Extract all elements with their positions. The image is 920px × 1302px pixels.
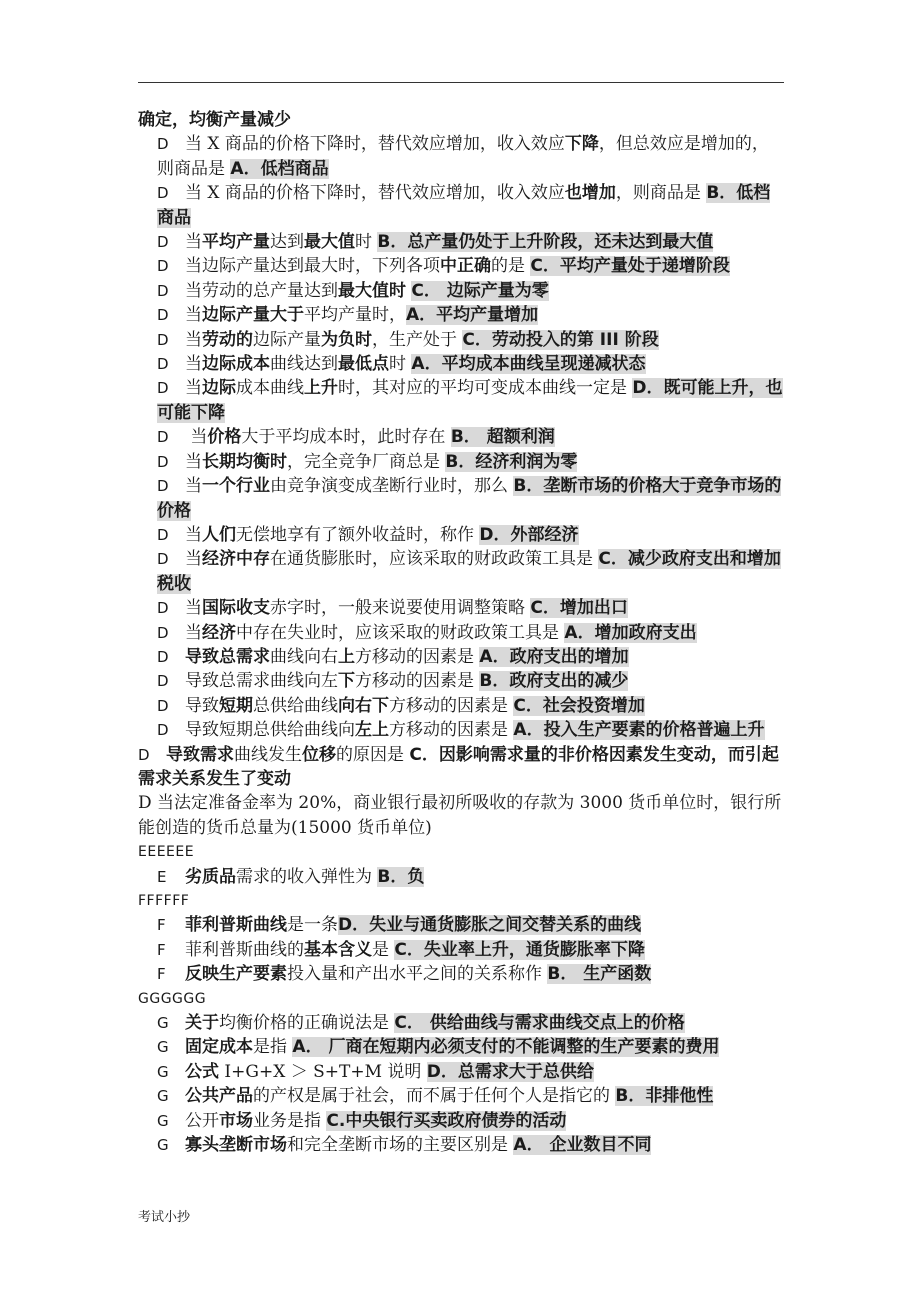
question-text: 导致短期总供给曲线向 bbox=[185, 720, 355, 741]
entry-letter: D bbox=[157, 330, 169, 349]
question-text: 平均产量 bbox=[202, 232, 270, 253]
question-text: 公开 bbox=[185, 1110, 219, 1131]
answer-text: A．平均成本曲线呈现递减状态 bbox=[411, 354, 646, 375]
answer-text: C.中央银行买卖政府债券的活动 bbox=[326, 1110, 567, 1131]
question-text: 当 X 商品的价格下降时，替代效应增加，收入效应 bbox=[185, 134, 565, 155]
answer-text: B．垄断市场的价格大于竞争市场的价格 bbox=[157, 476, 782, 521]
question-text: 短期 bbox=[219, 695, 253, 716]
entry-letter: G bbox=[157, 1062, 169, 1081]
question-text: ，但总效应是增加的，则商品是 bbox=[157, 134, 769, 179]
question-text: 和完全垄断市场的主要区别是 bbox=[287, 1135, 514, 1156]
entry-letter: F bbox=[157, 965, 166, 984]
question-text: 是一条 bbox=[287, 915, 338, 936]
question-text: 时 bbox=[389, 354, 412, 375]
question-text: 下 bbox=[338, 671, 355, 692]
question-text: 平均产量时， bbox=[304, 305, 406, 326]
answer-text: B．政府支出的减少 bbox=[479, 671, 629, 692]
question-text: 当 bbox=[185, 524, 202, 545]
question-text: 曲线向右 bbox=[270, 646, 338, 667]
question-text: 下降 bbox=[564, 134, 599, 155]
answer-text: B．总产量仍处于上升阶段，还未达到最大值 bbox=[377, 232, 714, 253]
entry-22 bbox=[138, 791, 784, 840]
entry-20 bbox=[138, 718, 784, 742]
entry-letter: F bbox=[157, 940, 166, 959]
question-text: 左上 bbox=[355, 720, 389, 741]
answer-text: A．平均产量增加 bbox=[406, 305, 539, 326]
question-text: 边际成本 bbox=[202, 354, 270, 375]
question-text: 当 bbox=[185, 427, 208, 448]
question-text: 当 bbox=[185, 354, 202, 375]
question-text: 达到 bbox=[270, 232, 304, 253]
question-text: 曲线发生 bbox=[234, 744, 302, 765]
entry-31 bbox=[138, 1035, 784, 1059]
answer-text: D．总需求大于总供给 bbox=[426, 1061, 594, 1082]
entry-5 bbox=[138, 279, 784, 303]
question-text: 人们 bbox=[202, 524, 236, 545]
question-text: 反映生产要素 bbox=[185, 964, 287, 985]
question-text: 方移动的因素是 bbox=[389, 720, 514, 741]
entry-21 bbox=[138, 743, 784, 792]
question-text: 大于平均成本时，此时存在 bbox=[241, 427, 451, 448]
entry-24 bbox=[138, 865, 784, 889]
question-text: 方移动的因素是 bbox=[389, 695, 514, 716]
answer-text: A．投入生产要素的价格普遍上升 bbox=[513, 720, 765, 741]
question-text: 的产权是属于社会，而不属于任何个人是指它的 bbox=[253, 1086, 616, 1107]
entry-14 bbox=[138, 547, 784, 596]
question-text: 寡头垄断市场 bbox=[185, 1135, 287, 1156]
entry-10 bbox=[138, 425, 784, 449]
question-text: 导致总需求 bbox=[185, 646, 270, 667]
entry-23 bbox=[138, 840, 784, 864]
entry-letter: D bbox=[157, 281, 169, 300]
entry-29 bbox=[138, 987, 784, 1011]
document-body bbox=[138, 108, 784, 1157]
entry-33 bbox=[138, 1084, 784, 1108]
question-text: EEEEEE bbox=[138, 844, 195, 861]
entry-letter: D bbox=[157, 525, 169, 544]
question-text: 当 X 商品的价格下降时，替代效应增加，收入效应 bbox=[185, 183, 565, 204]
entry-2 bbox=[138, 181, 784, 230]
entry-letter: D bbox=[157, 184, 169, 203]
question-text: 总供给曲线 bbox=[253, 695, 338, 716]
entry-letter: D bbox=[157, 721, 169, 740]
question-text: 上升 bbox=[304, 378, 338, 399]
entry-9 bbox=[138, 376, 784, 425]
question-text: 时 bbox=[355, 232, 378, 253]
question-text: 边际 bbox=[202, 378, 236, 399]
question-text: 位移 bbox=[302, 744, 336, 765]
question-text: 当劳动的总产量达到 bbox=[185, 280, 338, 301]
question-text: I+G+X ＞ S+T+M 说明 bbox=[219, 1061, 427, 1082]
answer-text: D．既可能上升，也可能下降 bbox=[157, 378, 783, 423]
question-text: 一个行业 bbox=[202, 476, 270, 497]
entry-letter: D bbox=[157, 452, 169, 471]
answer-text: B． 生产函数 bbox=[547, 964, 652, 985]
question-text: 当 bbox=[185, 598, 202, 619]
question-text: 也增加 bbox=[564, 183, 616, 204]
question-text: 中存在失业时，应该采取的财政政策工具是 bbox=[236, 622, 565, 643]
entry-6 bbox=[138, 303, 784, 327]
entry-34 bbox=[138, 1109, 784, 1133]
entry-letter: G bbox=[157, 1111, 169, 1130]
entry-7 bbox=[138, 328, 784, 352]
entry-letter: D bbox=[157, 257, 169, 276]
answer-text: B． 超额利润 bbox=[450, 427, 555, 448]
question-text: 中正确 bbox=[440, 256, 491, 277]
answer-text: B．低档商品 bbox=[157, 183, 771, 228]
question-text: 在通货膨胀时，应该采取的财政政策工具是 bbox=[270, 549, 599, 570]
entry-letter: D bbox=[138, 745, 150, 764]
entry-28 bbox=[138, 962, 784, 986]
question-text: 公式 bbox=[185, 1061, 219, 1082]
entry-letter: G bbox=[157, 1014, 169, 1033]
question-text: 最大值时 bbox=[338, 280, 406, 301]
question-text: 曲线达到 bbox=[270, 354, 338, 375]
question-text: 赤字时，一般来说要使用调整策略 bbox=[270, 598, 531, 619]
entry-4 bbox=[138, 254, 784, 278]
question-text: GGGGGG bbox=[138, 990, 207, 1007]
question-text: 当 bbox=[185, 232, 202, 253]
question-text: 的是 bbox=[491, 256, 531, 277]
entry-letter: G bbox=[157, 1087, 169, 1106]
entry-letter: D bbox=[157, 599, 169, 618]
question-text: 是 bbox=[372, 939, 395, 960]
question-text: 当 bbox=[185, 329, 202, 350]
entry-32 bbox=[138, 1060, 784, 1084]
question-text: 确定，均衡产量减少 bbox=[138, 110, 291, 130]
question-text: 方移动的因素是 bbox=[355, 671, 480, 692]
answer-text: C．劳动投入的第 III 阶段 bbox=[462, 329, 659, 350]
answer-text: C．失业率上升，通货膨胀率下降 bbox=[394, 939, 645, 960]
question-text: 关于 bbox=[185, 1013, 219, 1034]
entry-18 bbox=[138, 669, 784, 693]
entry-letter: D bbox=[157, 623, 169, 642]
question-text: 上 bbox=[338, 646, 355, 667]
question-text: 固定成本 bbox=[185, 1037, 253, 1058]
question-text: 方移动的因素是 bbox=[355, 646, 480, 667]
answer-text: A．增加政府支出 bbox=[564, 622, 697, 643]
question-text: FFFFFF bbox=[138, 893, 190, 909]
answer-text: A． 企业数目不同 bbox=[513, 1135, 652, 1156]
entry-30 bbox=[138, 1011, 784, 1035]
question-text: 公共产品 bbox=[185, 1086, 253, 1107]
answer-text: C．减少政府支出和增加税收 bbox=[157, 549, 781, 594]
question-text: 均衡价格的正确说法是 bbox=[219, 1013, 395, 1034]
question-text: 是指 bbox=[253, 1037, 293, 1058]
page-footer: 考试小抄 bbox=[138, 1210, 191, 1225]
entry-letter: D bbox=[157, 379, 169, 398]
question-text: ，则商品是 bbox=[615, 183, 707, 204]
question-text: 劳动的 bbox=[202, 329, 253, 350]
entry-12 bbox=[138, 474, 784, 523]
entry-1 bbox=[138, 132, 784, 181]
entry-letter: D bbox=[157, 647, 169, 666]
answer-text: D．外部经济 bbox=[479, 524, 579, 545]
question-text: 当 bbox=[185, 451, 202, 472]
answer-text: B．非排他性 bbox=[615, 1086, 714, 1107]
question-text: 边际产量 bbox=[253, 329, 321, 350]
question-text: 劣质品 bbox=[185, 866, 236, 887]
entry-letter: D bbox=[157, 355, 169, 374]
entry-11 bbox=[138, 450, 784, 474]
entry-letter: D bbox=[157, 306, 169, 325]
answer-text: C．增加出口 bbox=[530, 598, 628, 619]
question-text: 成本曲线 bbox=[236, 378, 304, 399]
question-text: 当 bbox=[185, 476, 202, 497]
header-rule bbox=[138, 82, 784, 83]
entry-letter: D bbox=[157, 428, 169, 447]
question-text: 菲利普斯曲线的 bbox=[185, 939, 304, 960]
entry-letter: D bbox=[157, 672, 169, 691]
question-text: 无偿地享有了额外收益时，称作 bbox=[236, 524, 480, 545]
question-text: 为负时 bbox=[321, 329, 372, 350]
question-text: 当 bbox=[185, 378, 202, 399]
question-text: 当 bbox=[185, 549, 202, 570]
entry-16 bbox=[138, 621, 784, 645]
entry-letter: G bbox=[157, 1038, 169, 1057]
question-text: 导致需求 bbox=[166, 744, 234, 765]
entry-letter: G bbox=[157, 1136, 169, 1155]
question-text: 由竞争演变成垄断行业时，那么 bbox=[270, 476, 514, 497]
entry-3 bbox=[138, 230, 784, 254]
question-text: 业务是指 bbox=[253, 1110, 327, 1131]
entry-13 bbox=[138, 523, 784, 547]
question-text: 投入量和产出水平之间的关系称作 bbox=[287, 964, 548, 985]
question-text: 基本含义 bbox=[304, 939, 372, 960]
entry-0 bbox=[138, 108, 784, 132]
entry-35 bbox=[138, 1133, 784, 1157]
question-text: C．因影响需求量的非价格因素发生变动，而引起需求关系发生了变动 bbox=[138, 744, 779, 789]
entry-15 bbox=[138, 596, 784, 620]
question-text: D 当法定准备金率为 20%，商业银行最初所吸收的存款为 3000 货币单位时，银行所能创造的货币总量为(15000 货币单位) bbox=[138, 793, 782, 838]
question-text: 最大值 bbox=[304, 232, 355, 253]
question-text: 时，其对应的平均可变成本曲线一定是 bbox=[338, 378, 633, 399]
question-text: 经济中存 bbox=[202, 549, 270, 570]
entry-letter: D bbox=[157, 477, 169, 496]
entry-letter: F bbox=[157, 916, 166, 935]
question-text: 导致总需求曲线向左 bbox=[185, 671, 338, 692]
entry-25 bbox=[138, 889, 784, 913]
question-text: 经济 bbox=[202, 622, 236, 643]
question-text: 长期均衡时 bbox=[202, 451, 287, 472]
answer-text: D．失业与通货膨胀之间交替关系的曲线 bbox=[338, 915, 642, 936]
answer-text: C． 供给曲线与需求曲线交点上的价格 bbox=[394, 1013, 685, 1034]
answer-text: B．负 bbox=[377, 866, 425, 887]
answer-text: A．政府支出的增加 bbox=[479, 646, 629, 667]
question-text: 当 bbox=[185, 622, 202, 643]
question-text: ，完全竞争厂商总是 bbox=[287, 451, 446, 472]
entry-26 bbox=[138, 913, 784, 937]
entry-letter: E bbox=[157, 867, 167, 886]
question-text: 价格 bbox=[207, 427, 242, 448]
answer-text: C．平均产量处于递增阶段 bbox=[530, 256, 730, 277]
entry-letter: D bbox=[157, 135, 169, 154]
answer-text: A． 厂商在短期内必须支付的不能调整的生产要素的费用 bbox=[292, 1037, 720, 1058]
answer-text: A．低档商品 bbox=[230, 158, 329, 179]
answer-text: C．社会投资增加 bbox=[513, 695, 645, 716]
question-text: 当 bbox=[185, 305, 202, 326]
question-text: 需求的收入弹性为 bbox=[236, 866, 378, 887]
entry-17 bbox=[138, 645, 784, 669]
question-text: 最低点 bbox=[338, 354, 389, 375]
question-text: ，生产处于 bbox=[372, 329, 463, 350]
entry-27 bbox=[138, 938, 784, 962]
question-text: 边际产量大于 bbox=[202, 305, 304, 326]
entry-8 bbox=[138, 352, 784, 376]
question-text: 国际收支 bbox=[202, 598, 270, 619]
question-text: 市场 bbox=[219, 1110, 253, 1131]
entry-letter: D bbox=[157, 696, 169, 715]
entry-letter: D bbox=[157, 550, 169, 569]
entry-19 bbox=[138, 694, 784, 718]
answer-text: C． 边际产量为零 bbox=[411, 280, 549, 301]
question-text: 菲利普斯曲线 bbox=[185, 915, 287, 936]
question-text: 导致 bbox=[185, 695, 219, 716]
question-text: 向右下 bbox=[338, 695, 389, 716]
answer-text: B．经济利润为零 bbox=[445, 451, 578, 472]
entry-letter: D bbox=[157, 233, 169, 252]
question-text: 当边际产量达到最大时，下列各项 bbox=[185, 256, 440, 277]
question-text: 的原因是 bbox=[336, 744, 410, 765]
